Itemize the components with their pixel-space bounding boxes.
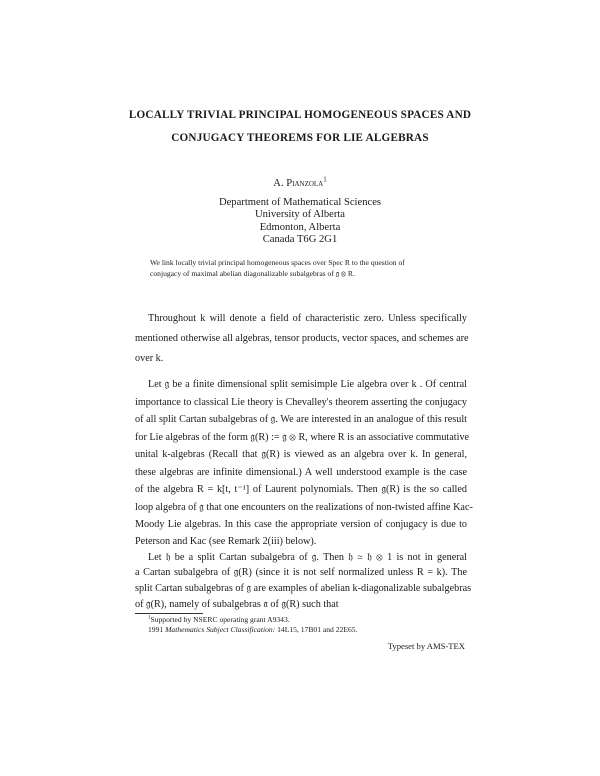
author <box>0 178 600 189</box>
body-p2-line-10: Peterson and Kac (see Remark 2(iii) below). <box>135 536 317 547</box>
footnote-2-year: 1991 <box>148 625 164 634</box>
footnote-rule <box>135 613 203 614</box>
typeset-credit: Typeset by AMS-TEX <box>387 641 465 651</box>
footnote-1-mark: 1 <box>148 615 151 621</box>
body-p2-line-2: importance to classical Lie theory is Chevalley's theorem asserting the conjugacy <box>135 397 467 408</box>
paper-title-line-2: CONJUGACY THEOREMS FOR LIE ALGEBRAS <box>171 132 429 144</box>
paper-title-line-1: LOCALLY TRIVIAL PRINCIPAL HOMOGENEOUS SPACES AND <box>128 109 472 121</box>
body-p3-line-4: of 𝔤(R), namely of subalgebras 𝔞 of 𝔤(R) such that <box>135 599 339 610</box>
body-p3-line-3: split Cartan subalgebras of 𝔤 are examples of abelian k-diagonalizable subalgebras <box>135 583 472 594</box>
body-p2-line-7: of the algebra R = k[t, t⁻¹] of Laurent polynomials. Then 𝔤(R) is the so called <box>135 484 467 495</box>
author-footnote-mark: 1 <box>323 176 327 184</box>
body-p2-line-1: Let 𝔤 be a finite dimensional split semisimple Lie algebra over k . Of central <box>148 379 467 390</box>
footnote-1 <box>148 615 290 624</box>
abstract-line-2: conjugacy of maximal abelian diagonalizable subalgebras of 𝔤 ⊗ R. <box>150 269 355 278</box>
body-p2-line-3: of all split Cartan subalgebras of 𝔤. We are interested in an analogue of this result <box>135 414 467 425</box>
body-p1-line-2: mentioned otherwise all algebras, tensor products, vector spaces, and schemes are <box>135 333 469 344</box>
body-p2-line-4: for Lie algebras of the form 𝔤(R) := 𝔤 ⊗ R, where R is an associative commutative <box>135 432 470 443</box>
body-p1-line-1: Throughout k will denote a field of characteristic zero. Unless specifically <box>148 313 467 324</box>
affiliation-line-1: Department of Mathematical Sciences <box>218 197 382 208</box>
body-p3-line-2: a Cartan subalgebra of 𝔤(R) (since it is not self normalized unless R = k). The <box>135 567 467 578</box>
footnote-2 <box>148 625 357 634</box>
footnote-2-codes: 14L15, 17B01 and 22E65. <box>277 625 358 634</box>
affiliation-line-2: University of Alberta <box>254 209 346 220</box>
body-p2-line-9: Moody Lie algebras. In this case the appropriate version of conjugacy is due to <box>135 519 467 530</box>
affiliation-line-3: Edmonton, Alberta <box>259 222 341 233</box>
body-p2-line-8: loop algebra of 𝔤 that one encounters on the realizations of non-twisted affine Kac- <box>135 502 473 513</box>
body-p3-line-1: Let 𝔥 be a split Cartan subalgebra of 𝔤. Then 𝔥 ≃ 𝔥 ⊗ 1 is not in general <box>148 552 467 563</box>
body-p2-line-6: these algebras are infinite dimensional.) A well understood example is the case <box>135 467 467 478</box>
affiliation-line-4: Canada T6G 2G1 <box>262 234 338 245</box>
footnote-1-text: Supported by NSERC operating grant A9343. <box>150 615 290 624</box>
body-p1-line-3: over k. <box>135 353 164 364</box>
body-p2-line-5: unital k-algebras (Recall that 𝔤(R) is viewed as an algebra over k. In general, <box>135 449 467 460</box>
author-name: A. Pianzola <box>273 178 324 189</box>
abstract-line-1: We link locally trivial principal homogeneous spaces over Spec R to the question of <box>150 258 405 267</box>
abstract <box>150 257 455 279</box>
footnote-2-label: Mathematics Subject Classification: <box>165 625 276 634</box>
